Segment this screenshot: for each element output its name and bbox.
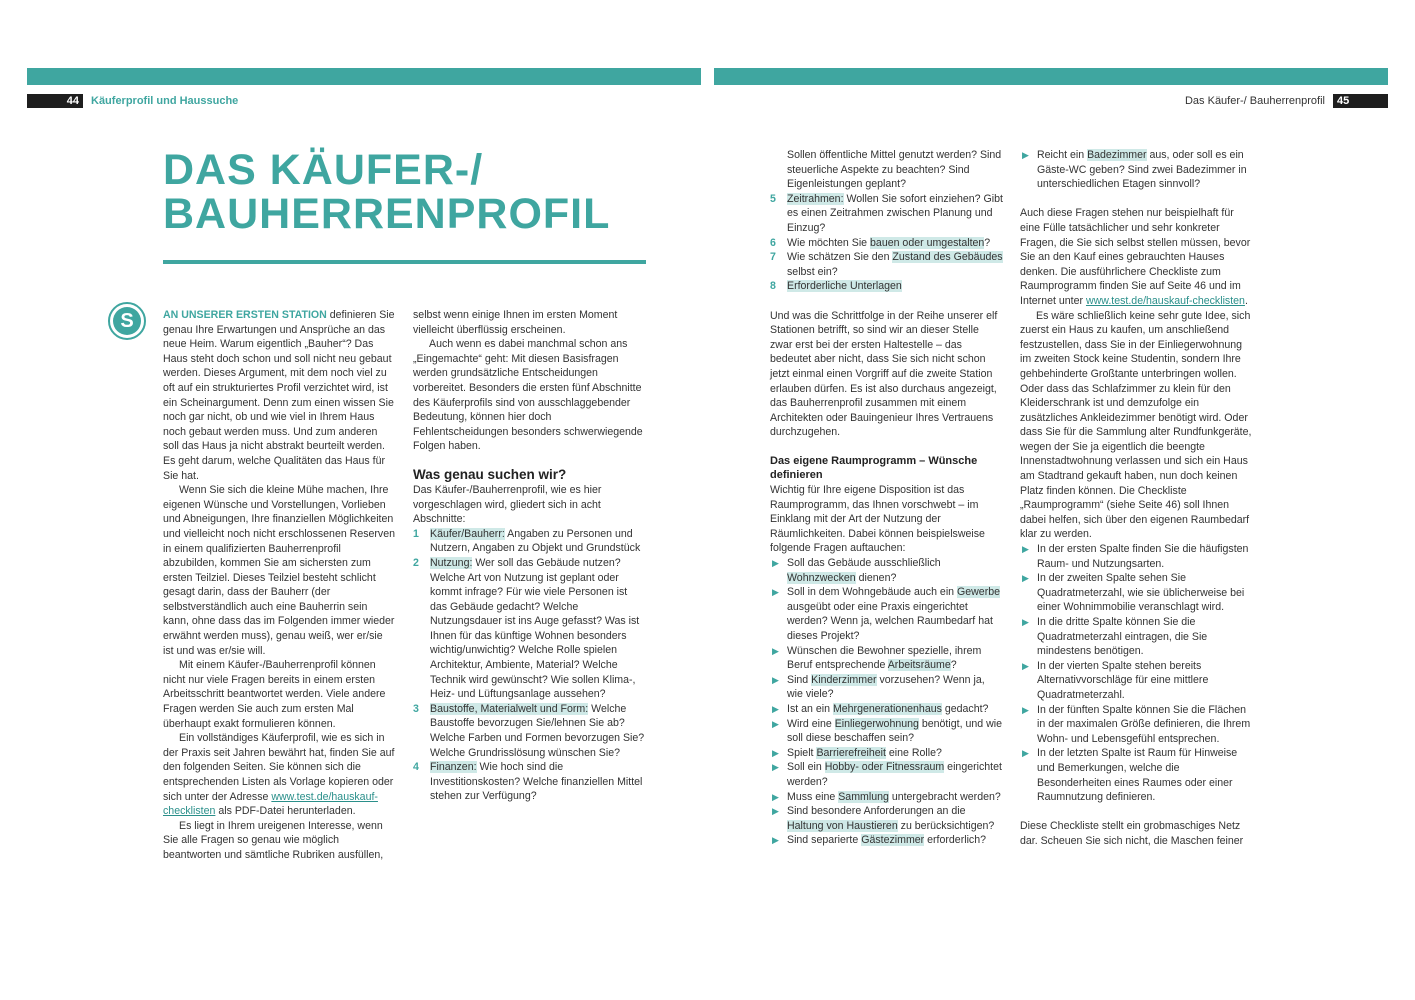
column-2 (413, 308, 646, 804)
list-item: 5 Zeitrahmen: Wollen Sie sofort einziehen? Gibt es einen Zeitrahmen zwischen Planung und Einzug? (770, 192, 1003, 234)
title-line-2: BAUHERRENPROFIL (163, 190, 611, 238)
list-item: ▶ Ist an ein Mehrgenerationenhaus gedacht? (772, 702, 989, 715)
col4-paragraph-2: Es wäre schließlich keine sehr gute Idee, sich zuerst ein Haus zu kaufen, um anschließend festzustellen, dass Sie in der Einliegerwohnung im zweiten Stock keine Studentin, sondern Ihre gehbehinderte Großtante unterbringen wollen. Oder dass das Schlafzimmer zu klein für den Kleiderschrank ist und demzufolge ein zusätzliches Ankleidezimmer benötigt wird. Oder dass Sie für die Sammlung alter Rundfunkgeräte, wegen der Sie ja eigentlich die beengte Innenstadtwohnung verlassen und sich ein Haus am Stadtrand gekauft haben, nun doch keinen Platz finden können. Die Checkliste „Raumprogramm“ (siehe Seite 46) soll Ihnen dabei helfen, sich über den eigenen Raumbedarf klar zu werden. (1020, 309, 1252, 541)
triangle-bullet-icon: ▶ (1022, 544, 1029, 555)
triangle-bullet-icon: ▶ (1022, 617, 1029, 627)
triangle-bullet-icon: ▶ (1022, 748, 1029, 759)
col2-intro: Das Käufer-/Bauherrenprofil, wie es hier vorgeschlagen wird, gliedert sich in acht Abschnitte: (413, 483, 602, 526)
list-item: ▶ Soll das Gebäude ausschließlich Wohnzwecken dienen? (772, 557, 941, 584)
list-item: 1 Käufer/Bauherr: Angaben zu Personen und Nutzern, Angaben zu Objekt und Grundstück (413, 527, 641, 555)
column-4 (1020, 148, 1253, 849)
list-item: ▶ In die dritte Spalte können Sie die Quadratmeterzahl eintragen, die Sie mindestens benötigen. (1022, 616, 1208, 658)
station-letter: S (113, 307, 141, 335)
list-item: 7 Wie schätzen Sie den Zustand des Gebäudes selbst ein? (770, 251, 1003, 278)
list-item: ▶ In der fünften Spalte können Sie die Flächen in der maximalen Größe definieren, die Ihrem Wohn- und Lebensgefühl entsprechen. (1022, 703, 1251, 745)
triangle-bullet-icon: ▶ (772, 718, 779, 729)
triangle-bullet-icon: ▶ (772, 747, 779, 758)
list-item: ▶ Spielt Barrierefreiheit eine Rolle? (772, 746, 942, 759)
triangle-bullet-icon: ▶ (1022, 573, 1029, 584)
raumprogramm-questions (770, 556, 1003, 848)
col3-paragraph-1: Und was die Schrittfolge in der Reihe unserer elf Stationen betrifft, so sind wir an dieser Stelle zwar erst bei der ersten Haltestelle – das bedeutet aber nicht, dass Sie sich nicht schon jetzt einmal einen Vorgriff auf die zweite Station erlauben dürfen. Es ist also durchaus angezeigt, das Bauherrenprofil zusammen mit einem Architekten oder Bauingenieur Ihres Vertrauens durchzugehen. (770, 309, 998, 439)
list-item: ▶ In der letzten Spalte ist Raum für Hinweise und Bemerkungen, welche die Besonderheiten eines Raumes oder einer Raumnutzung definieren. (1022, 747, 1238, 804)
page-title (163, 148, 610, 236)
list-item: 8 Erforderliche Unterlagen (770, 280, 902, 293)
running-head-left: Käuferprofil und Haussuche (91, 95, 239, 107)
triangle-bullet-icon: ▶ (772, 835, 779, 846)
section-heading-was-genau: Was genau suchen wir? (413, 466, 567, 482)
checklist-columns-list (1020, 542, 1253, 805)
list-item: 4 Finanzen: Wie hoch sind die Investitionskosten? Welche finanziellen Mittel stehen zur Verfügung? (413, 761, 643, 803)
list-item: ▶ Muss eine Sammlung untergebracht werden? (772, 790, 1001, 803)
list-item: ▶ Sind separierte Gästezimmer erforderlich? (772, 834, 987, 847)
triangle-bullet-icon: ▶ (772, 674, 779, 685)
list-item: ▶ Reicht ein Badezimmer aus, oder soll es ein Gäste-WC geben? Sind zwei Badezimmer in unterschiedlichen Etagen sinnvoll? (1022, 149, 1247, 191)
section-heading-raumprogramm: Das eigene Raumprogramm – Wünsche definieren (770, 454, 978, 482)
list-item: ▶ Soll ein Hobby- oder Fitnessraum eingerichtet werden? (772, 761, 1002, 788)
triangle-bullet-icon: ▶ (772, 645, 779, 656)
list-item: ▶ Sind besondere Anforderungen an die Haltung von Haustieren zu berücksichtigen? (772, 805, 995, 832)
page-number-left: 44 (27, 94, 83, 108)
col4-paragraph-1: Auch diese Fragen stehen nur beispielhaft für eine Fülle tatsächlicher und sehr konkreter Fragen, die Sie sich selbst stellen müssen, bevor Sie an den Kauf eines gebrauchten Hauses denken. Die ausführlichere Checkliste zum Raumprogramm finden Sie auf Seite 46 und im Internet unter www.test.de/hauskauf-checklisten. (1020, 207, 1251, 307)
title-rule (163, 260, 646, 264)
triangle-bullet-icon: ▶ (1022, 150, 1029, 160)
col3-list-continuation: Sollen öffentliche Mittel genutzt werden? Sind steuerliche Aspekte zu beachten? Sind Eigenleistungen geplant? (787, 149, 1002, 191)
lead-in: AN UNSERER ERSTEN STATION (163, 309, 327, 321)
col1-paragraph-5: Es liegt in Ihrem ureigenen Interesse, wenn Sie alle Fragen so genau wie möglich beantworten und sämtliche Rubriken ausfüllen, (163, 819, 384, 861)
list-item: ▶ In der ersten Spalte finden Sie die häufigsten Raum- und Nutzungsarten. (1022, 543, 1249, 570)
list-item: ▶ Sind Kinderzimmer vorzusehen? Wenn ja, wie viele? (772, 673, 985, 701)
running-head-right: Das Käufer-/ Bauherrenprofil (1184, 95, 1325, 107)
profile-sections-list-continued (770, 192, 1003, 294)
triangle-bullet-icon: ▶ (772, 558, 779, 569)
triangle-bullet-icon: ▶ (1022, 660, 1029, 671)
raumprogramm-questions-continued (1020, 148, 1253, 192)
list-item: ▶ In der vierten Spalte stehen bereits Alternativvorschläge für eine mittlere Quadratmeterzahl. (1022, 659, 1209, 701)
page-number-right: 45 (1333, 94, 1388, 108)
col1-paragraph-3: Mit einem Käufer-/Bauherrenprofil können nicht nur viele Fragen bereits in einem ersten Arbeitsschritt beantwortet werden. Viele andere Fragen werden Sie auch zum ersten Mal überhaupt exakt formulieren können. (163, 659, 386, 730)
col1-paragraph-1: AN UNSERER ERSTEN STATION definieren Sie genau Ihre Erwartungen und Ansprüche an das neue Heim. Warum eigentlich „Bauher“? Das Haus steht doch schon und soll nicht neu gebaut werden. Dieses Argument, mit dem noch viel zu oft auf ein strukturiertes Profil verzichtet wird, ist ein Scheinargument. Denn zum einen wissen Sie noch gar nicht, ob und wie viel in Ihrem Haus noch gebaut werden muss. Und zum anderen soll das Haus ja nicht abstrakt beurteilt werden. Es geht darum, welche Qualitäten das Haus für Sie hat. (163, 309, 395, 482)
station-s-icon (108, 302, 146, 340)
column-3 (770, 148, 1003, 848)
profile-sections-list (413, 527, 646, 804)
list-item: 3 Baustoffe, Materialwelt und Form: Welche Baustoffe bevorzugen Sie/lehnen Sie ab? Welche Farben und Formen bevorzugen Sie? Welche Grundrisslösung wünschen Sie? (413, 702, 645, 759)
col3-intro: Wichtig für Ihre eigene Disposition ist das Raumprogramm, das Ihnen vorschwebt – im Einklang mit der Art der Nutzung der Räumlichkeiten. Dabei können beispielsweise folgende Fragen auftauchen: (770, 484, 985, 555)
col4-paragraph-3: Diese Checkliste stellt ein grobmaschiges Netz dar. Scheuen Sie sich nicht, die Maschen feiner (1020, 820, 1244, 847)
list-item: ▶ In der zweiten Spalte sehen Sie Quadratmeterzahl, wie sie üblicherweise bei einer Wohnimmobilie veranschlagt wird. (1022, 572, 1245, 614)
col2-paragraph-1: selbst wenn einige Ihnen im ersten Moment vielleicht überflüssig erscheinen. (413, 309, 618, 336)
col2-paragraph-2: Auch wenn es dabei manchmal schon ans „Eingemachte“ geht: Mit diesen Basisfragen werden grundsätzliche Entscheidungen vorbereitet. Besonders die ersten fünf Abschnitte des Käuferprofils sind von ausschlaggebender Bedeutung, können hier doch Fehlentscheidungen besonders schwerwiegende Folgen haben. (413, 338, 643, 453)
list-item: 2 Nutzung: Wer soll das Gebäude nutzen? Welche Art von Nutzung ist geplant oder kommt infrage? Für wie viele Personen ist das Gebäude gedacht? Welche Nutzungsdauer ist ins Auge gefasst? Was ist Ihnen für das künftige Wohnen besonders wichtig/unwichtig? Welche Rolle spielen Architektur, Ambiente, Material? Welche Technik wird gewünscht? Wie sollen Klima-, Heiz- und Lüftungsanlage aussehen? (413, 556, 640, 701)
column-1 (163, 308, 396, 863)
col1-paragraph-4: Ein vollständiges Käuferprofil, wie es sich in der Praxis seit Jahren bewährt hat, finden Sie auf den folgenden Seiten. Sie können sich die entsprechenden Listen als Vorlage kopieren oder sich unter der Adresse www.test.de/hauskauf-checklisten als PDF-Datei herunterladen. (163, 732, 395, 818)
triangle-bullet-icon: ▶ (772, 703, 779, 714)
triangle-bullet-icon: ▶ (1022, 704, 1029, 715)
col1-paragraph-2: Wenn Sie sich die kleine Mühe machen, Ihre eigenen Wünsche und Vorstellungen, Vorlieben und Abneigungen, Ihre finanziellen Möglichkeiten und vielleicht noch nicht erschlossenen Reserven in einem qualifizierten Bauherrenprofil abzubilden, kommen Sie am sichersten zum ersten Teilziel. Dieses Teilziel besteht schlicht gesagt darin, dass der Bauherr (der selbstverständlich auch eine Bauherrin sein kann, ohne dass das im Folgenden immer wieder erwähnt werden muss), genau weiß, wer er/sie ist und was er/sie will. (163, 484, 396, 657)
list-item: ▶ Soll in dem Wohngebäude auch ein Gewerbe ausgeübt oder eine Praxis eingerichtet werden? Wenn ja, welchen Raumbedarf hat dieses Projekt? (772, 586, 1001, 642)
checklist-link[interactable]: www.test.de/hauskauf-checklisten (1085, 294, 1245, 307)
triangle-bullet-icon: ▶ (772, 806, 779, 817)
triangle-bullet-icon: ▶ (772, 791, 779, 802)
header-bar-left (27, 68, 701, 85)
triangle-bullet-icon: ▶ (772, 762, 779, 773)
list-item: ▶ Wünschen die Bewohner spezielle, ihrem Beruf entsprechende Arbeitsräume? (772, 644, 982, 672)
list-item: ▶ Wird eine Einliegerwohnung benötigt, und wie soll diese beschaffen sein? (772, 717, 1002, 745)
checklist-link[interactable]: www.test.de/hauskauf-checklisten (163, 790, 378, 818)
header-bar-right (714, 68, 1388, 85)
list-item: 6 Wie möchten Sie bauen oder umgestalten? (770, 236, 991, 249)
title-line-1: DAS KÄUFER-/ (163, 146, 484, 194)
triangle-bullet-icon: ▶ (772, 587, 779, 598)
